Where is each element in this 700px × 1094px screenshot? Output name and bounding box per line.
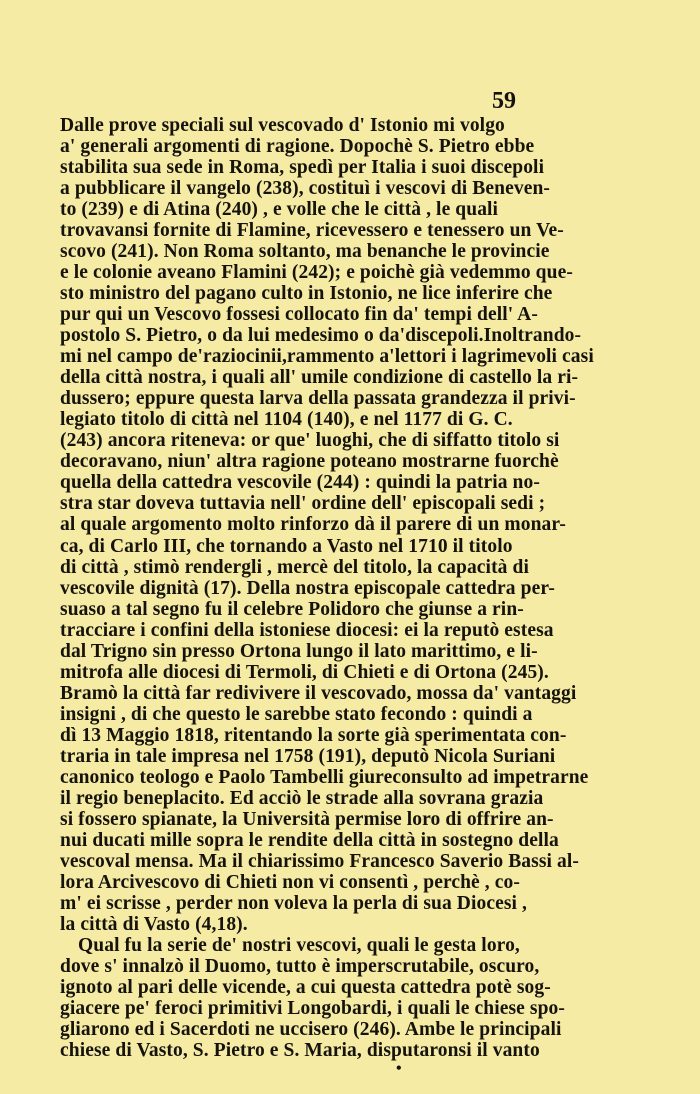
text-line: dì 13 Maggio 1818, ritentando la sorte già sperimentata con- bbox=[60, 724, 567, 746]
text-line: la città di Vasto (4,18). bbox=[60, 913, 248, 935]
text-line: Bramò la città far redivivere il vescovado, mossa da' vantaggi bbox=[60, 682, 577, 704]
text-line: decoravano, niun' altra ragione poteano mostrarne fuorchè bbox=[60, 451, 559, 473]
text-line: m' ei scrisse , perder non voleva la perla di sua Diocesi , bbox=[60, 892, 528, 914]
text-line: si fossero spianate, la Università permise loro di offrire an- bbox=[60, 808, 554, 830]
text-line: il regio beneplacito. Ed acciò le strade alla sovrana grazia bbox=[60, 787, 544, 809]
text-line: ca, di Carlo III, che tornando a Vasto nel 1710 il titolo bbox=[60, 535, 513, 557]
text-line: mi nel campo de'raziocinii,rammento a'lettori i lagrimevoli casi bbox=[60, 346, 594, 368]
text-line: gliarono ed i Sacerdoti ne uccisero (246). Ambe le principali bbox=[60, 1019, 562, 1040]
text-line: stabilita sua sede in Roma, spedì per Italia i suoi discepoli bbox=[60, 157, 545, 178]
text-line: canonico teologo e Paolo Tambelli giureconsulto ad impetrarne bbox=[60, 766, 589, 788]
text-line: e le colonie aveano Flamini (242); e poichè già vedemmo que- bbox=[60, 262, 573, 284]
text-line: dussero; eppure questa larva della passata grandezza il privi- bbox=[60, 388, 576, 410]
text-line: dove s' innalzò il Duomo, tutto è imperscrutabile, oscuro, bbox=[60, 955, 540, 977]
text-line: quella della cattedra vescovile (244) : quindi la patria no- bbox=[60, 472, 540, 494]
text-line: postolo S. Pietro, o da lui medesimo o da'discepoli.Inoltrando- bbox=[60, 325, 582, 347]
text-line: legiato titolo di città nel 1104 (140), e nel 1177 di G. C. bbox=[60, 409, 513, 431]
text-line: sto ministro del pagano culto in Istonio, ne lice inferire che bbox=[60, 283, 553, 305]
text-line: (243) ancora riteneva: or que' luoghi, che di siffatto titolo si bbox=[60, 430, 560, 452]
text-line: a' generali argomenti di ragione. Dopochè S. Pietro ebbe bbox=[60, 136, 535, 157]
text-line: ignoto al pari delle vicende, a cui questa cattedra potè sog- bbox=[60, 976, 551, 998]
text-line: mitrofa alle diocesi di Termoli, di Chieti e di Ortona (245). bbox=[60, 661, 549, 683]
text-line: al quale argomento molto rinforzo dà il parere di un monar- bbox=[60, 514, 567, 536]
page-number: 59 bbox=[492, 88, 516, 114]
text-line: dal Trigno sin presso Ortona lungo il lato marittimo, e li- bbox=[60, 640, 538, 662]
text-line: Dalle prove speciali sul vescovado d' Istonio mi volgo bbox=[60, 115, 505, 136]
text-line: tracciare i confini della istoniese diocesi: ei la reputò estesa bbox=[60, 619, 554, 641]
text-line: giacere pe' feroci primitivi Longobardi, i quali le chiese spo- bbox=[60, 998, 565, 1019]
footer-mark: • bbox=[396, 1060, 402, 1077]
text-line: traria in tale impresa nel 1758 (191), deputò Nicola Suriani bbox=[60, 745, 556, 767]
text-line: lora Arcivescovo di Chieti non vi consentì , perchè , co- bbox=[60, 871, 520, 893]
text-line: pur qui un Vescovo fossesi collocato fin da' tempi dell' A- bbox=[60, 304, 538, 326]
text-line: vescoval mensa. Ma il chiarissimo Francesco Saverio Bassi al- bbox=[60, 850, 579, 872]
text-line: stra star doveva tuttavia nell' ordine dell' episcopali sedi ; bbox=[60, 493, 546, 515]
text-line: nui ducati mille sopra le rendite della città in sostegno della bbox=[60, 829, 559, 851]
text-line: to (239) e di Atina (240) , e volle che le città , le quali bbox=[60, 199, 499, 221]
text-line: trovavansi fornite di Flamine, ricevessero e tenessero un Ve- bbox=[60, 220, 564, 242]
text-line: scovo (241). Non Roma soltanto, ma benanche le provincie bbox=[60, 241, 550, 263]
text-line: vescovile dignità (17). Della nostra episcopale cattedra per- bbox=[60, 577, 555, 599]
text-line: Qual fu la serie de' nostri vescovi, quali le gesta loro, bbox=[78, 934, 520, 956]
text-line: insigni , di che questo le sarebbe stato fecondo : quindi a bbox=[60, 703, 533, 725]
text-line: suaso a tal segno fu il celebre Polidoro che giunse a rin- bbox=[60, 598, 524, 620]
text-line: a pubblicare il vangelo (238), costituì i vescovi di Beneven- bbox=[60, 178, 550, 200]
text-line: della città nostra, i quali all' umile condizione di castello la ri- bbox=[60, 367, 579, 389]
text-line: di città , stimò rendergli , mercè del titolo, la capacità di bbox=[60, 556, 529, 578]
text-line: chiese di Vasto, S. Pietro e S. Maria, disputaronsi il vanto bbox=[60, 1040, 540, 1061]
